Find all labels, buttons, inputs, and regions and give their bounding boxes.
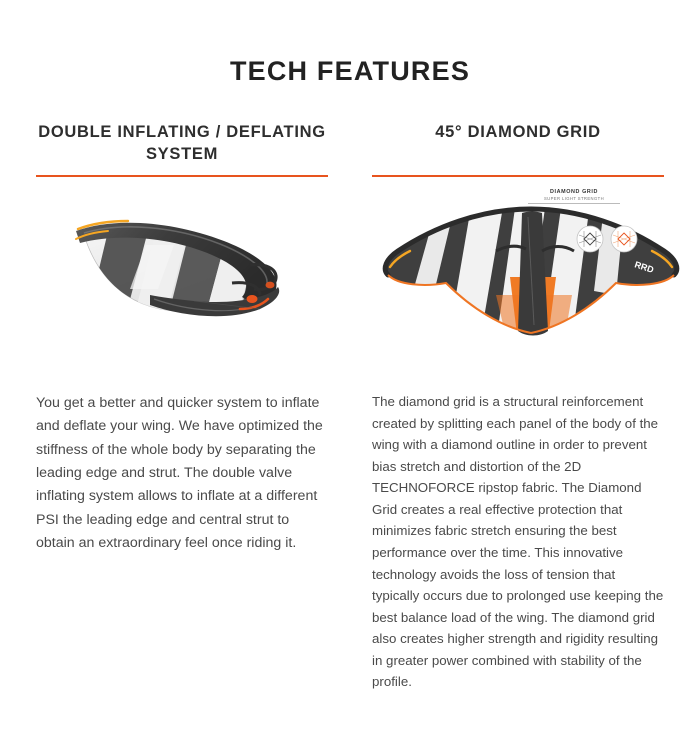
page-root — [0, 56, 700, 756]
feature-column-diamond-grid — [350, 121, 672, 706]
callout-title: DIAMOND GRID — [550, 189, 598, 195]
callout-subtitle: SUPER LIGHT STRENGTH — [543, 196, 605, 201]
feature-title: 45° DIAMOND GRID — [435, 123, 601, 141]
inflate-valve — [247, 295, 258, 303]
deflate-valve — [266, 282, 275, 289]
feature-figure-right — [372, 183, 664, 378]
title-divider — [372, 175, 664, 177]
wing-front-view-illustration — [376, 191, 686, 366]
brand-mark: RRD — [633, 259, 656, 275]
feature-title: DOUBLE INFLATING / DEFLATING SYSTEM — [38, 123, 326, 164]
feature-column-double-inflating — [28, 121, 350, 706]
feature-caption: The diamond grid is a structural reinforcement created by splitting each panel of the body of the wing with a diamond outline in order to prevent bias stretch and distortion of the 2D TECHNOFORCE ripstop fabric. The Diamond Grid creates a real effective protection that minimizes fabric stretch ensuring the best performance over the time. This innovative technology avoids the loss of tension that typically occurs due to prolonged use keeping the best balance load of the wing. The diamond grid also creates higher strength and rigidity resulting in greater power combined with stability of the profile. — [372, 394, 664, 690]
title-divider — [36, 175, 328, 177]
page-title: TECH FEATURES — [229, 56, 471, 86]
features-columns — [28, 121, 672, 706]
feature-figure-left — [36, 183, 328, 378]
wing-side-view-illustration — [54, 205, 344, 345]
feature-caption: You get a better and quicker system to inflate and deflate your wing. We have optimized the stiffness of the whole body by separating the leading edge and strut. The double valve inflating system allows to inflate at a different PSI the leading edge and central strut to obtain an extraordinary feel once riding it. — [36, 395, 323, 551]
